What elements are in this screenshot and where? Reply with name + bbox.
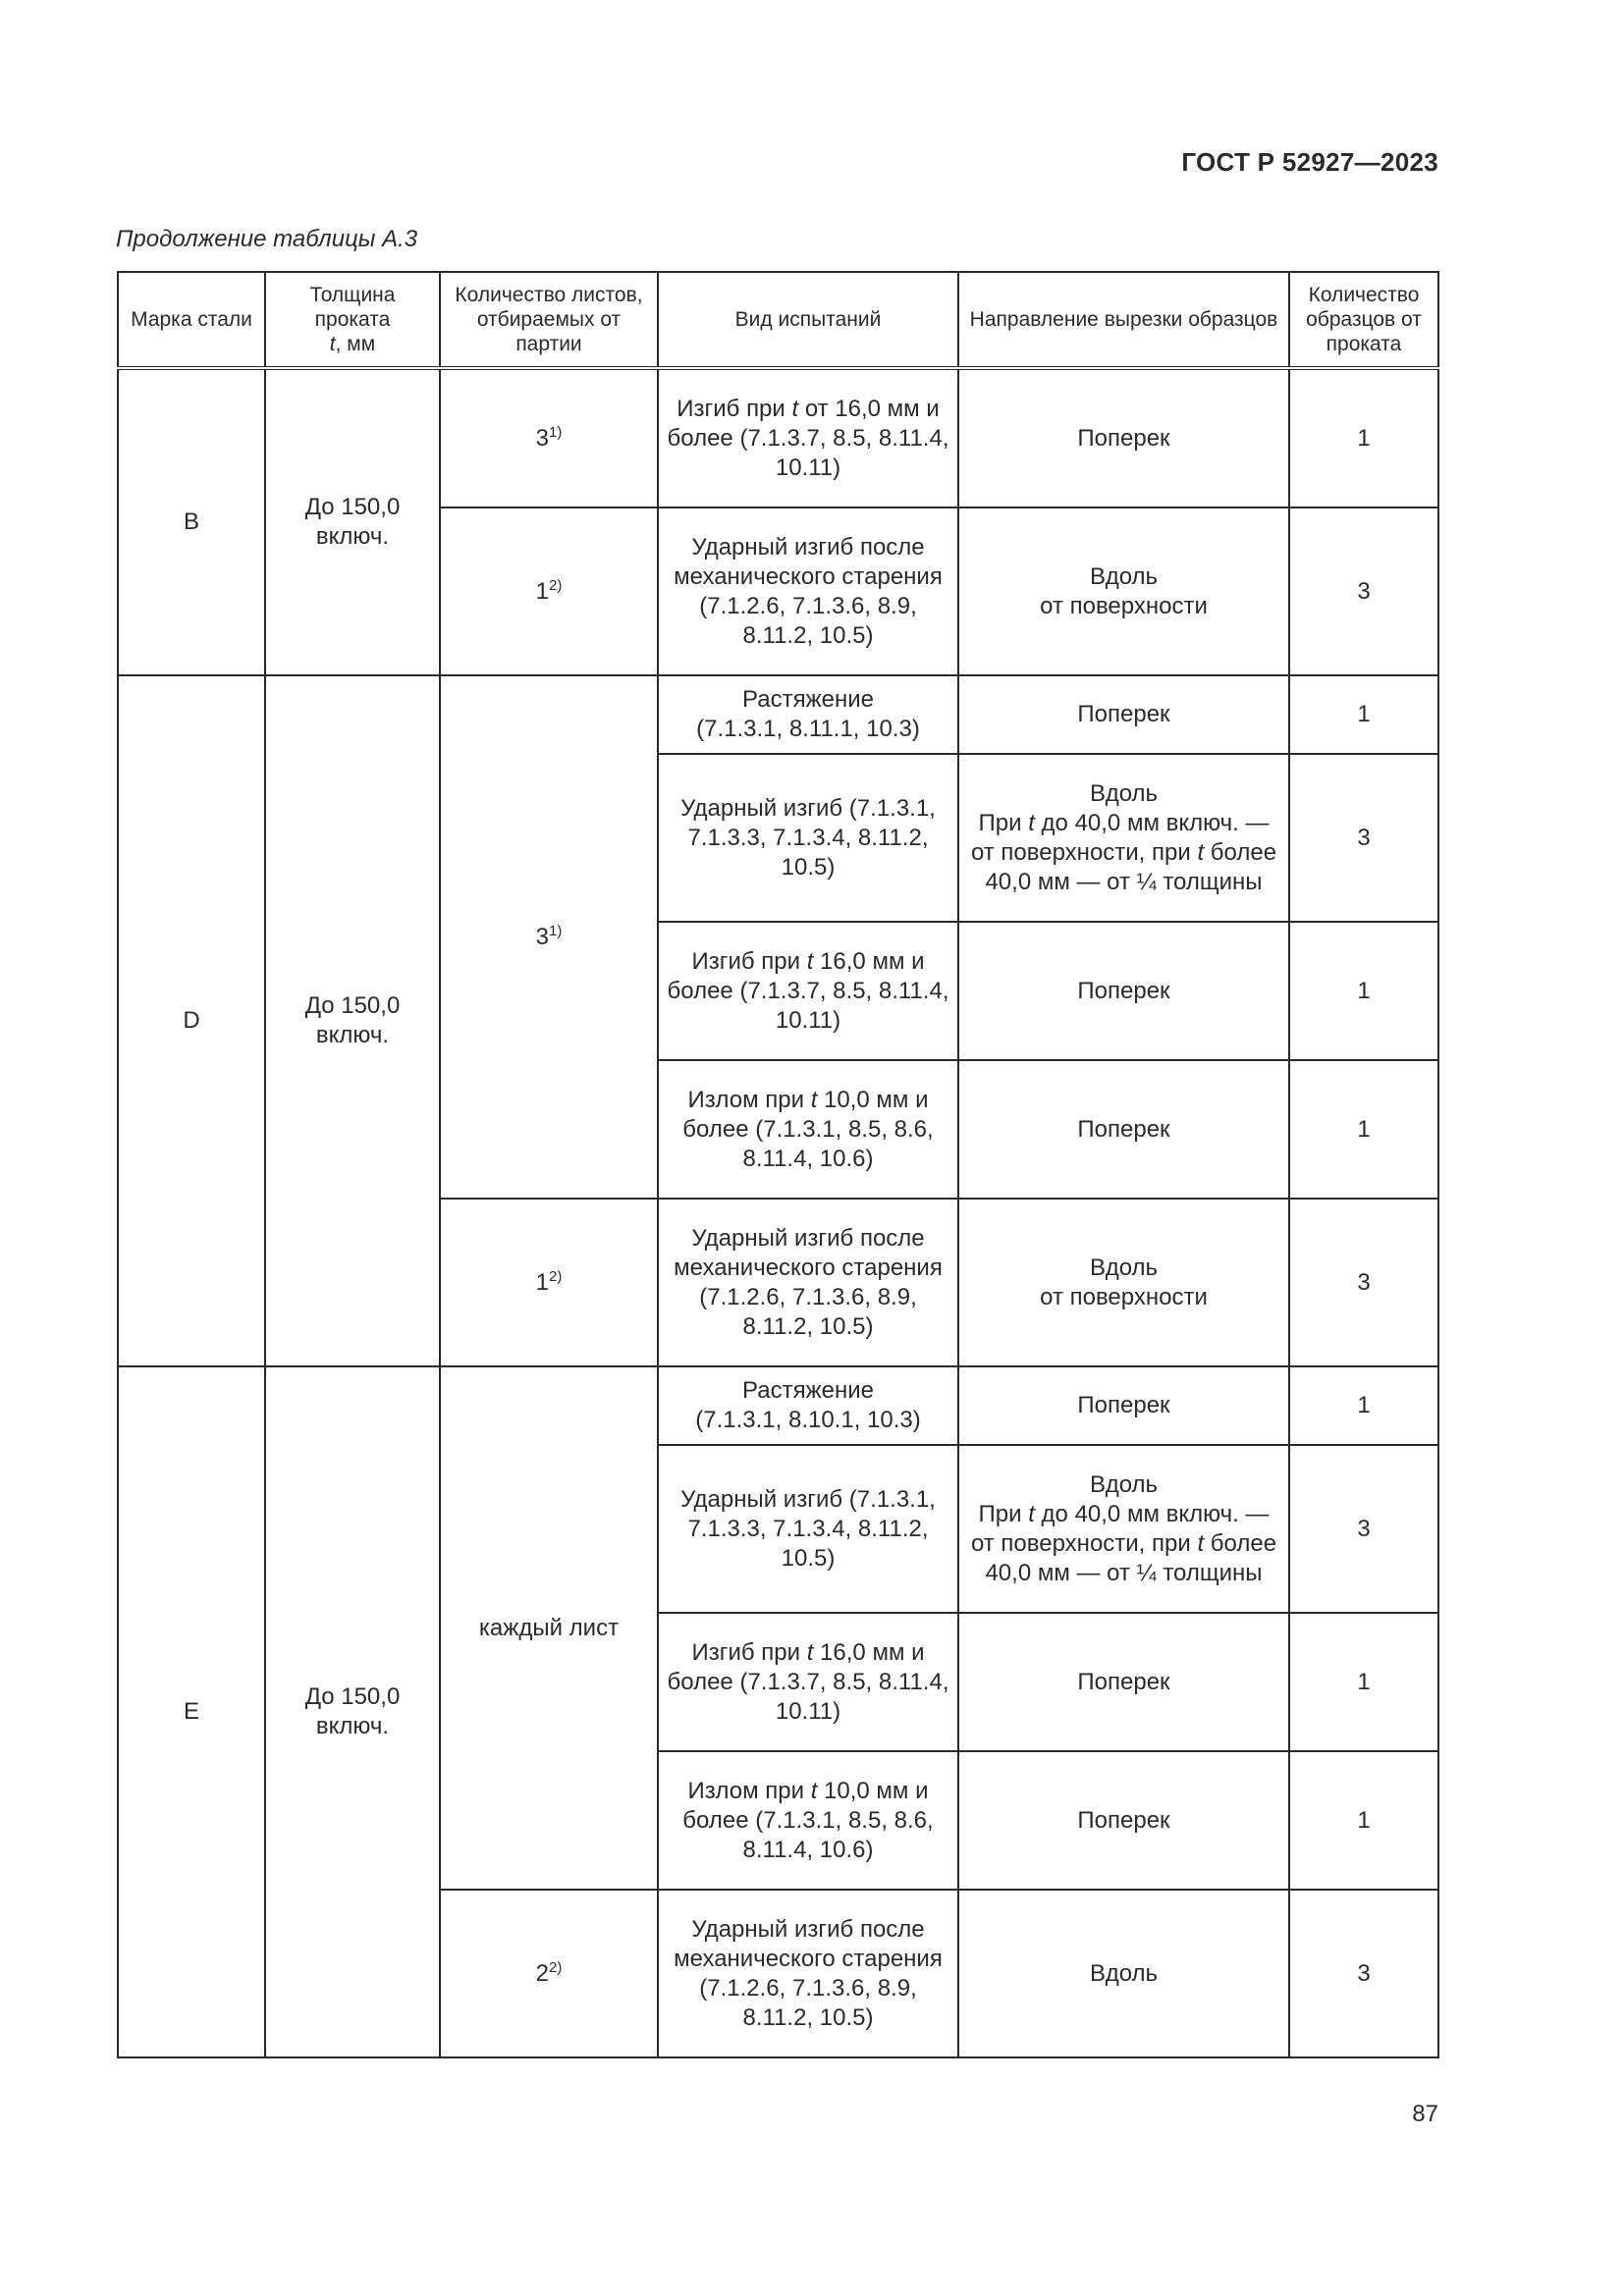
sheets-cell: каждый лист: [440, 1366, 658, 1890]
col-samples: Количество образцов от проката: [1289, 272, 1438, 368]
sheets-cell: 1$^{2)}$: [440, 507, 658, 675]
test-cell: Изгиб при t 16,0 мм и более (7.1.3.7, 8.5, 8.11.4, 10.11): [658, 1613, 958, 1751]
thickness-cell: До 150,0 включ.: [265, 1366, 440, 2057]
grade-cell: E: [118, 1366, 265, 2057]
test-cell: Ударный изгиб после механического старения (7.1.2.6, 7.1.3.6, 8.9, 8.11.2, 10.5): [658, 1199, 958, 1366]
test-cell: Изгиб при t от 16,0 мм и более (7.1.3.7, 8.5, 8.11.4, 10.11): [658, 368, 958, 507]
direction-cell: Поперек: [958, 368, 1289, 507]
samples-cell: 3: [1289, 1890, 1438, 2057]
test-cell: Изгиб при t 16,0 мм и более (7.1.3.7, 8.5, 8.11.4, 10.11): [658, 922, 958, 1060]
direction-cell: Поперек: [958, 1060, 1289, 1199]
test-cell: Ударный изгиб (7.1.3.1, 7.1.3.3, 7.1.3.4, 8.11.2, 10.5): [658, 754, 958, 922]
table-header-row: [118, 272, 1438, 368]
thickness-cell: До 150,0 включ.: [265, 675, 440, 1366]
col-thickness: Толщина проката t, мм: [265, 272, 440, 368]
direction-cell: Поперек: [958, 675, 1289, 754]
col-test-type: Вид испытаний: [658, 272, 958, 368]
direction-cell: Вдоль от поверхности: [958, 1199, 1289, 1366]
samples-cell: 1: [1289, 922, 1438, 1060]
direction-cell: Вдоль При t до 40,0 мм включ. — от поверхности, при t более 40,0 мм — от ¼ толщины: [958, 1445, 1289, 1613]
test-cell: Излом при t 10,0 мм и более (7.1.3.1, 8.5, 8.6, 8.11.4, 10.6): [658, 1751, 958, 1890]
table-caption: Продолжение таблицы А.3: [116, 226, 418, 252]
table-row: [118, 368, 1438, 507]
sheets-cell: 2$^{2)}$: [440, 1890, 658, 2057]
direction-cell: Поперек: [958, 1751, 1289, 1890]
direction-cell: Вдоль При t до 40,0 мм включ. — от поверхности, при t более 40,0 мм — от ¼ толщины: [958, 754, 1289, 922]
samples-cell: 3: [1289, 754, 1438, 922]
table-row: [118, 675, 1438, 754]
samples-cell: 1: [1289, 1366, 1438, 1445]
test-cell: Ударный изгиб после механического старения (7.1.2.6, 7.1.3.6, 8.9, 8.11.2, 10.5): [658, 507, 958, 675]
sheets-cell: 1$^{2)}$: [440, 1199, 658, 1366]
direction-cell: Поперек: [958, 1613, 1289, 1751]
samples-cell: 3: [1289, 1445, 1438, 1613]
samples-cell: 1: [1289, 1751, 1438, 1890]
test-cell: Ударный изгиб (7.1.3.1, 7.1.3.3, 7.1.3.4, 8.11.2, 10.5): [658, 1445, 958, 1613]
samples-cell: 3: [1289, 507, 1438, 675]
tests-table: [117, 271, 1439, 2058]
test-cell: Ударный изгиб после механического старения (7.1.2.6, 7.1.3.6, 8.9, 8.11.2, 10.5): [658, 1890, 958, 2057]
direction-cell: Поперек: [958, 922, 1289, 1060]
standard-number: ГОСТ Р 52927—2023: [1181, 147, 1438, 177]
thickness-cell: До 150,0 включ.: [265, 368, 440, 675]
col-direction: Направление вырезки образцов: [958, 272, 1289, 368]
test-cell: Растяжение (7.1.3.1, 8.10.1, 10.3): [658, 1366, 958, 1445]
grade-cell: B: [118, 368, 265, 675]
samples-cell: 3: [1289, 1199, 1438, 1366]
direction-cell: Поперек: [958, 1366, 1289, 1445]
samples-cell: 1: [1289, 368, 1438, 507]
samples-cell: 1: [1289, 1613, 1438, 1751]
grade-cell: D: [118, 675, 265, 1366]
sheets-cell: 3$^{1)}$: [440, 675, 658, 1199]
col-grade: Марка стали: [118, 272, 265, 368]
page-number: 87: [1412, 2101, 1438, 2127]
sheets-cell: 3$^{1)}$: [440, 368, 658, 507]
samples-cell: 1: [1289, 1060, 1438, 1199]
samples-cell: 1: [1289, 675, 1438, 754]
col-sheets: Количество листов, отбираемых от партии: [440, 272, 658, 368]
test-cell: Растяжение (7.1.3.1, 8.11.1, 10.3): [658, 675, 958, 754]
table-row: [118, 1366, 1438, 1445]
direction-cell: Вдоль от поверхности: [958, 507, 1289, 675]
direction-cell: Вдоль: [958, 1890, 1289, 2057]
test-cell: Излом при t 10,0 мм и более (7.1.3.1, 8.5, 8.6, 8.11.4, 10.6): [658, 1060, 958, 1199]
